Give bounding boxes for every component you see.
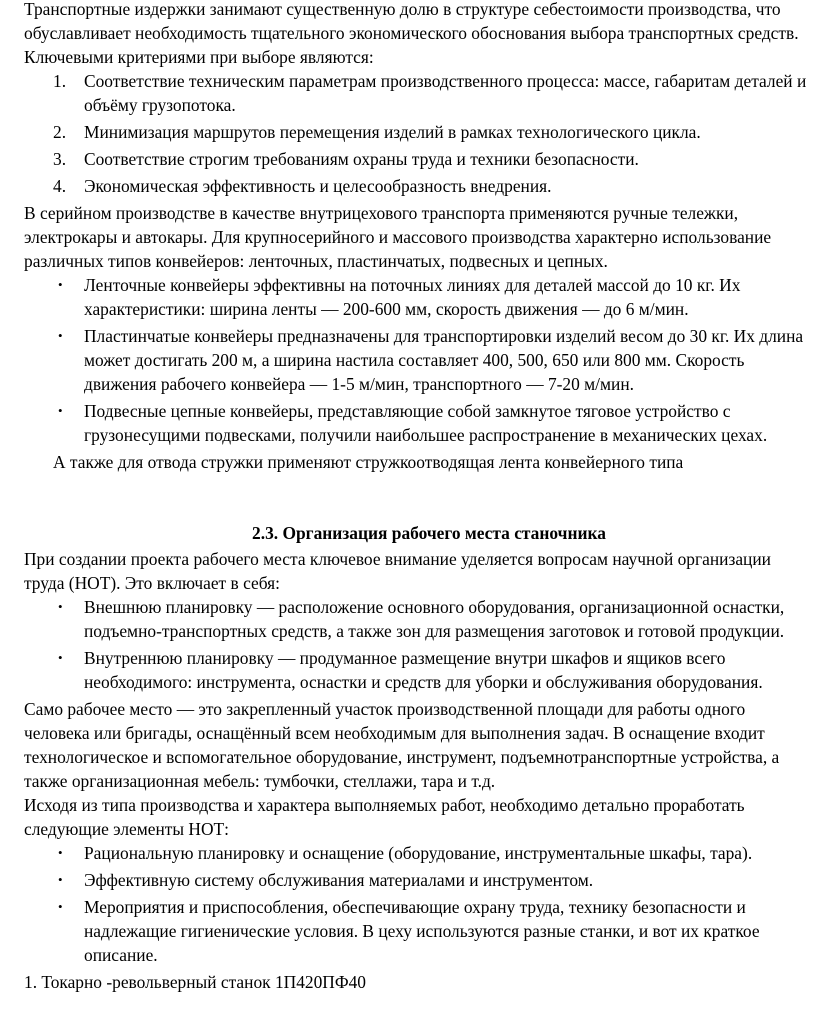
list-item [0, 646, 816, 694]
list-item-text: Экономическая эффективность и целесообразность внедрения. [84, 176, 552, 196]
workplace-paragraph: Само рабочее место — это закрепленный участок производственной площади для работы одного человека или бригады, оснащённый всем необходимым для выполнения задач. В оснащение входит технологическое и вспомогательное оборудование, инструмент, подъемнотранспортные устройства, а также организационная мебель: тумбочки, стеллажи, тара и т.д. [24, 699, 780, 791]
not-intro-paragraph: При создании проекта рабочего места ключевое внимание уделяется вопросам научной организации труда (НОТ). Это включает в себя: [24, 549, 771, 593]
list-item-text: Рациональную планировку и оснащение (оборудование, инструментальные шкафы, тара). [84, 843, 753, 863]
list-item [0, 120, 816, 144]
list-item-text: Соответствие строгим требованиям охраны труда и техники безопасности. [84, 149, 639, 169]
section-heading: 2.3. Организация рабочего места станочника [252, 523, 606, 543]
list-number: 4. [53, 176, 67, 196]
list-item [0, 273, 816, 321]
bullet-icon: • [58, 403, 63, 418]
machine-title: 1. Токарно -револьверный станок 1П420ПФ40 [24, 972, 366, 992]
list-item [0, 324, 816, 396]
list-number: 1. [53, 71, 67, 91]
list-item [0, 174, 816, 198]
not-elements-list [0, 841, 816, 967]
bullet-icon: • [58, 845, 63, 860]
bullet-icon: • [58, 277, 63, 292]
conveyor-list [0, 273, 816, 447]
list-item-text: Мероприятия и приспособления, обеспечивающие охрану труда, технику безопасности и надлежащие гигиенические условия. В цеху используются разные станки, и вот их краткое описание. [84, 897, 760, 965]
list-item-text: Пластинчатые конвейеры предназначены для транспортировки изделий весом до 30 кг. Их длина может достигать 200 м, а ширина настила составляет 400, 500, 650 или 800 мм. Скорость движения рабочего конвейера — 1-5 м/мин, транспортного — 7-20 м/мин. [84, 326, 804, 394]
list-item [0, 399, 816, 447]
bullet-icon: • [58, 872, 63, 887]
intro-paragraph: Транспортные издержки занимают существенную долю в структуре себестоимости производства, что обуславливает необходимость тщательного экономического обоснования выбора транспортных средств. Ключевыми критериями при выборе являются: [24, 0, 799, 67]
bullet-icon: • [58, 599, 63, 614]
list-item [0, 841, 816, 865]
list-item-text: Минимизация маршрутов перемещения изделий в рамках технологического цикла. [84, 122, 701, 142]
list-item-text: Эффективную систему обслуживания материалами и инструментом. [84, 870, 594, 890]
production-paragraph: Исходя из типа производства и характера выполняемых работ, необходимо детально проработать следующие элементы НОТ: [24, 795, 745, 839]
criteria-list [0, 69, 816, 198]
list-item [0, 895, 816, 967]
layout-list [0, 595, 816, 694]
serial-paragraph: В серийном производстве в качестве внутрицехового транспорта применяются ручные тележки, электрокары и автокары. Для крупносерийного и массового производства характерно использование различных типов конвейеров: ленточных, пластинчатых, подвесных и цепных. [24, 203, 772, 271]
list-item [0, 868, 816, 892]
list-item [0, 69, 816, 117]
list-item-text: Ленточные конвейеры эффективны на поточных линиях для деталей массой до 10 кг. Их характеристики: ширина ленты — 200-600 мм, скорость движения — до 6 м/мин. [84, 275, 741, 319]
bullet-icon: • [58, 650, 63, 665]
list-item-text: Подвесные цепные конвейеры, представляющие собой замкнутое тяговое устройство с грузонесущими подвесками, получили наибольшее распространение в механических цехах. [84, 401, 768, 445]
list-number: 3. [53, 149, 67, 169]
bullet-icon: • [58, 328, 63, 343]
bullet-icon: • [58, 899, 63, 914]
chip-paragraph: А также для отвода стружки применяют стружкоотводящая лента конвейерного типа [53, 452, 684, 472]
list-item-text: Внешнюю планировку — расположение основного оборудования, организационной оснастки, подъемно-транспортных средств, а также зон для размещения заготовок и готовой продукции. [84, 597, 785, 641]
list-item [0, 595, 816, 643]
list-item-text: Внутреннюю планировку — продуманное размещение внутри шкафов и ящиков всего необходимого: инструмента, оснастки и средств для уборки и обслуживания оборудования. [84, 648, 763, 692]
list-number: 2. [53, 122, 67, 142]
list-item-text: Соответствие техническим параметрам производственного процесса: массе, габаритам деталей и объёму грузопотока. [84, 71, 807, 115]
list-item [0, 147, 816, 171]
